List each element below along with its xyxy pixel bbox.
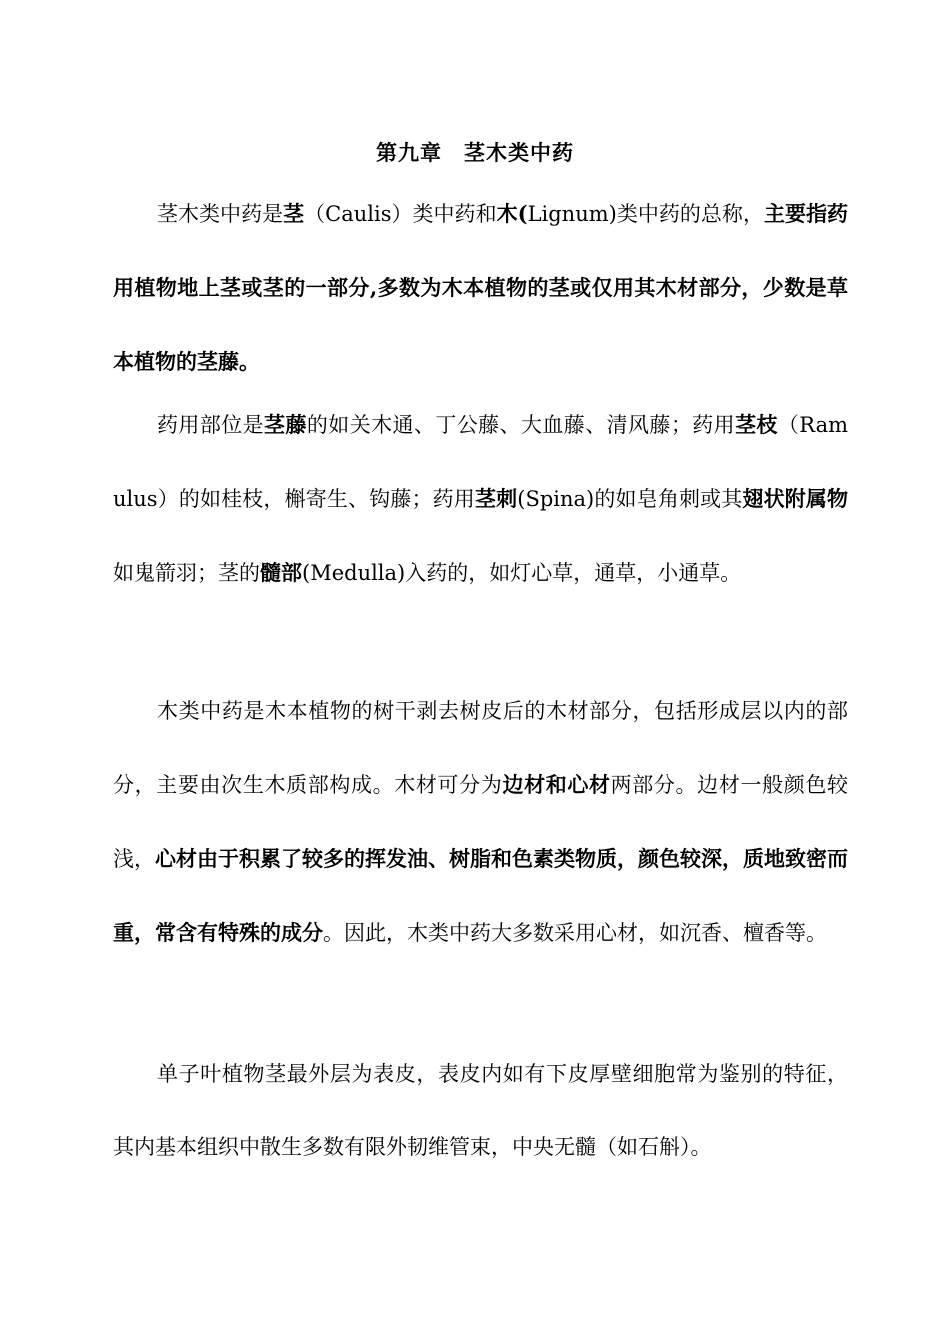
bold-term: 茎枝 [735,412,778,437]
bold-term: 茎刺 [474,486,518,511]
text-run: （Ramulus）的如桂枝，槲寄生、钩藤；药用 [113,413,849,511]
text-run: 。因此，木类中药大多数采用心材，如沉香、檀香等。 [323,921,827,945]
text-run: 木类中药是木本植物的树干剥去树皮后的木材部分，包括形成层以内的部分，主要由次生木质部构成。木材可分为 [113,699,848,797]
chapter-title: 第九章 茎木类中药 [376,140,574,165]
bold-term: 髓部 [260,560,302,585]
text-run: 单子叶植物茎最外层为表皮，表皮内如有下皮厚壁细胞常为鉴别的特征，其内基本组织中散生多数有限外韧维管束，中央无髓（如石斛）。 [113,1062,848,1159]
paragraph-medicinal-parts [113,388,848,610]
paragraph-wood [113,675,848,970]
bold-term: 主要指药用植物地上茎或茎的一部分,多数为木本植物的茎或仅用其木材部分，少数是草本植物的茎藤。 [113,201,849,374]
paragraph-overview [113,177,848,399]
paragraph-monocot-stem [113,1038,848,1184]
text-run: (Spina)的如皂角刺或其 [517,487,743,511]
text-run: 如鬼箭羽；茎的 [113,561,260,585]
text-run: (Medulla)入药的，如灯心草，通草，小通草。 [302,561,742,585]
text-run: Lignum)类中药的总称， [527,202,764,226]
bold-term: 边材和心材 [502,772,611,797]
text-run: 两部分。边材一般颜色较浅， [113,773,849,871]
bold-term: 茎藤 [264,412,307,437]
text-run: 的如关木通、丁公藤、大血藤、清风藤；药用 [306,413,736,437]
text-run: 药用部位是 [157,413,265,437]
text-run: （Caulis）类中药和 [304,202,497,226]
text-run: 茎木类中药是 [157,202,284,226]
bold-term: 心材由于积累了较多的挥发油、树脂和色素类物质，颜色较深，质地致密而重，常含有特殊的成分 [113,846,848,945]
bold-term: 木( [496,201,528,226]
bold-term: 翅状附属物 [742,486,849,511]
bold-term: 茎 [283,201,305,226]
